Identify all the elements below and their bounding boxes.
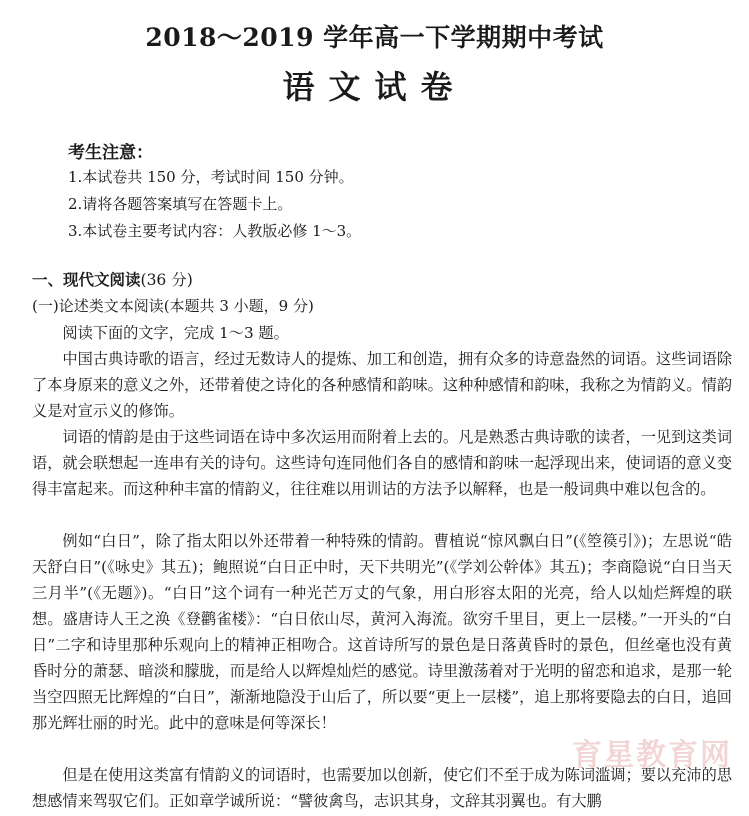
notice-heading: 考生注意： [68, 143, 153, 163]
notice-item: 1.本试卷共 150 分，考试时间 150 分钟。 [68, 168, 354, 186]
paragraph: 中国古典诗歌的语言，经过无数诗人的提炼、加工和创造，拥有众多的诗意盎然的词语。这些词语除了本身原来的意义之外，还带着使之诗化的各种感情和韵味。这种种感情和韵味，我称之为情韵义。情韵义是对宣示义的修饰。 [32, 350, 732, 420]
section-label: 一、现代文阅读 [32, 270, 141, 289]
subsection-heading: (一)论述类文本阅读(本题共 3 小题，9 分) [32, 297, 314, 315]
exam-subject-title: 语文试卷 [282, 68, 467, 106]
reading-instruction: 阅读下面的文字，完成 1～3 题。 [62, 324, 289, 342]
exam-title: 2018～2019 学年高一下学期期中考试 [145, 23, 604, 52]
section-heading [32, 268, 193, 290]
paragraph: 词语的情韵是由于这些词语在诗中多次运用而附着上去的。凡是熟悉古典诗歌的读者，一见到这类词语，就会联想起一连串有关的诗句。这些诗句连同他们各自的感情和韵味一起浮现出来，使词语的意义变得丰富起来。而这种种丰富的情韵义，往往难以用训诂的方法予以解释，也是一般词典中难以包含的。 [32, 428, 732, 498]
watermark-logo: 育星教育网 [572, 738, 732, 773]
paragraph: 但是在使用这类富有情韵义的词语时，也需要加以创新，使它们不至于成为陈词滥调；要以充沛的思想感情来驾驭它们。正如章学诚所说：“譬彼禽鸟，志识其身，文辞其羽翼也。有大鹏 [32, 766, 732, 810]
section-score: (36 分) [140, 271, 193, 289]
notice-item: 3.本试卷主要考试内容：人教版必修 1～3。 [68, 222, 362, 240]
paragraph: 例如“白日”，除了指太阳以外还带着一种特殊的情韵。曹植说“惊风飘白日”(《箜篌引》)；左思说“皓天舒白日”(《咏史》其五)；鲍照说“白日正中时，天下共明光”(《学刘公幹体》其五)；李商隐说“白日当天三月半”(《无题》)。“白日”这个词有一种光芒万丈的气象，用白形容太阳的光亮，给人以灿烂辉煌的联想。盛唐诗人王之涣《登鹳雀楼》：“白日依山尽，黄河入海流。欲穷千里目，更上一层楼。”一开头的“白日”二字和诗里那种乐观向上的精神正相吻合。这首诗所写的景色是日落黄昏时的景色，但丝毫也没有黄昏时分的萧瑟、暗淡和朦胧，而是给人以辉煌灿烂的感觉。诗里激荡着对于光明的留恋和追求，是那一轮当空四照无比辉煌的“白日”，渐渐地隐没于山后了，所以要“更上一层楼”，追上那将要隐去的白日，追回那光辉壮丽的时光。此中的意味是何等深长！ [32, 532, 732, 732]
notice-item: 2.请将各题答案填写在答题卡上。 [68, 195, 293, 213]
